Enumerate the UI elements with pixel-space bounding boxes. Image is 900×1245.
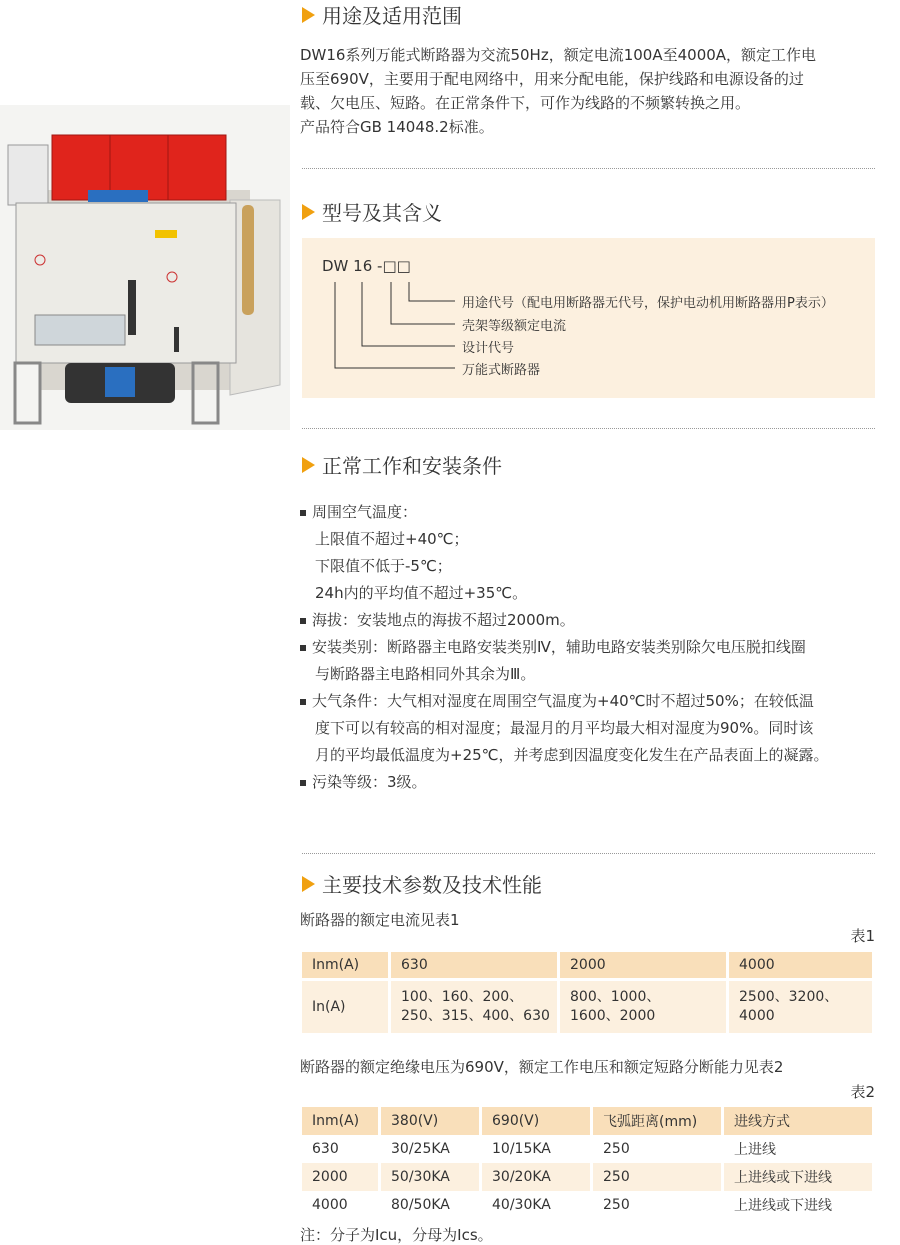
table-cell: 250 <box>592 1163 723 1191</box>
list-item: 海拔：安装地点的海拔不超过2000m。 <box>300 607 829 634</box>
section-title-model: 型号及其含义 <box>302 197 442 226</box>
legend-item-breaker-type: 万能式断路器 <box>462 363 541 378</box>
table-row <box>302 1135 874 1163</box>
table-cell: 上进线 <box>723 1135 874 1163</box>
table-cell: 80/50KA <box>380 1191 481 1219</box>
table-cell: 2500、3200、4000 <box>728 980 874 1035</box>
table-cell: 690(V) <box>481 1107 592 1135</box>
table-cell: 380(V) <box>380 1107 481 1135</box>
divider <box>302 853 875 854</box>
table-cell: 30/20KA <box>481 1163 592 1191</box>
bullet-icon <box>300 780 306 786</box>
list-item: 大气条件：大气相对湿度在周围空气温度为+40℃时不超过50%；在较低温 <box>300 688 829 715</box>
table2-caption: 断路器的额定绝缘电压为690V，额定工作电压和额定短路分断能力见表2 <box>300 1058 784 1076</box>
table-cell: 630 <box>302 1135 380 1163</box>
bullet-icon <box>300 699 306 705</box>
table-cell: 100、160、200、 250、315、400、630 <box>390 980 559 1035</box>
table-cell: In(A) <box>302 980 390 1035</box>
list-item: 与断路器主电路相同外其余为Ⅲ。 <box>315 665 536 683</box>
table-header-row <box>302 952 874 980</box>
model-code: DW 16 -□□ <box>322 257 411 275</box>
table-cell: 30/25KA <box>380 1135 481 1163</box>
table1-caption: 断路器的额定电流见表1 <box>300 911 460 929</box>
table-header-row <box>302 1107 874 1135</box>
table-cell: 上进线或下进线 <box>723 1191 874 1219</box>
table-row <box>302 1163 874 1191</box>
bullet-icon <box>300 510 306 516</box>
arrow-icon <box>302 876 315 892</box>
table-cell: 2000 <box>302 1163 380 1191</box>
table-note: 注：分子为Icu，分母为Ics。 <box>300 1226 493 1244</box>
divider <box>302 168 875 169</box>
table-row <box>302 1191 874 1219</box>
table-cell: 40/30KA <box>481 1191 592 1219</box>
section-title-usage: 用途及适用范围 <box>302 0 462 29</box>
list-item: 月的平均最低温度为+25℃，并考虑到因温度变化发生在产品表面上的凝露。 <box>315 746 829 764</box>
arrow-icon <box>302 7 315 23</box>
model-connector-lines <box>302 238 875 398</box>
table-cell: Inm(A) <box>302 952 390 980</box>
bullet-icon <box>300 645 306 651</box>
table1-label: 表1 <box>850 927 875 945</box>
section-title-conditions: 正常工作和安装条件 <box>302 450 502 479</box>
table-cell: 上进线或下进线 <box>723 1163 874 1191</box>
conditions-list <box>300 499 829 796</box>
section-title-tech: 主要技术参数及技术性能 <box>302 869 542 898</box>
legend-item-design-code: 设计代号 <box>462 341 515 356</box>
list-item: 24h内的平均值不超过+35℃。 <box>315 584 528 602</box>
table-cell: 50/30KA <box>380 1163 481 1191</box>
rated-current-table <box>302 952 875 1036</box>
table-row <box>302 980 874 1035</box>
table-cell: 2000 <box>559 952 728 980</box>
table-cell: 250 <box>592 1191 723 1219</box>
list-item: 上限值不超过+40℃； <box>315 530 469 548</box>
table-cell: Inm(A) <box>302 1107 380 1135</box>
table-cell: 250 <box>592 1135 723 1163</box>
model-diagram <box>302 238 875 398</box>
table-cell: 630 <box>390 952 559 980</box>
list-item: 安装类别：断路器主电路安装类别Ⅳ，辅助电路安装类别除欠电压脱扣线圈 <box>300 634 829 661</box>
table-cell: 800、1000、 1600、2000 <box>559 980 728 1035</box>
arrow-icon <box>302 204 315 220</box>
breaking-capacity-table <box>302 1107 875 1219</box>
legend-item-frame-current: 壳架等级额定电流 <box>462 319 567 334</box>
table2-label: 表2 <box>850 1083 875 1101</box>
table-cell: 进线方式 <box>723 1107 874 1135</box>
list-item: 度下可以有较高的相对湿度；最湿月的月平均最大相对湿度为90%。同时该 <box>315 719 814 737</box>
bullet-icon <box>300 618 306 624</box>
arrow-icon <box>302 457 315 473</box>
list-item: 周围空气温度： <box>300 499 829 526</box>
list-item: 下限值不低于-5℃； <box>315 557 452 575</box>
table-cell: 4000 <box>302 1191 380 1219</box>
list-item: 污染等级：3级。 <box>300 769 829 796</box>
legend-item-usage-code: 用途代号（配电用断路器无代号，保护电动机用断路器用P表示） <box>462 296 834 311</box>
table-cell: 飞弧距离(mm) <box>592 1107 723 1135</box>
usage-paragraph: DW16系列万能式断路器为交流50Hz，额定电流100A至4000A，额定工作电 压至690V，主要用于配电网络中，用来分配电能，保护线路和电源设备的过 载、欠电压、短路。在正常条件下，可作为线路的不频繁转换之用。 产品符合GB 14048.2标准。 <box>300 46 817 136</box>
divider <box>302 428 875 429</box>
product-image <box>0 105 290 430</box>
table-cell: 4000 <box>728 952 874 980</box>
table-cell: 10/15KA <box>481 1135 592 1163</box>
